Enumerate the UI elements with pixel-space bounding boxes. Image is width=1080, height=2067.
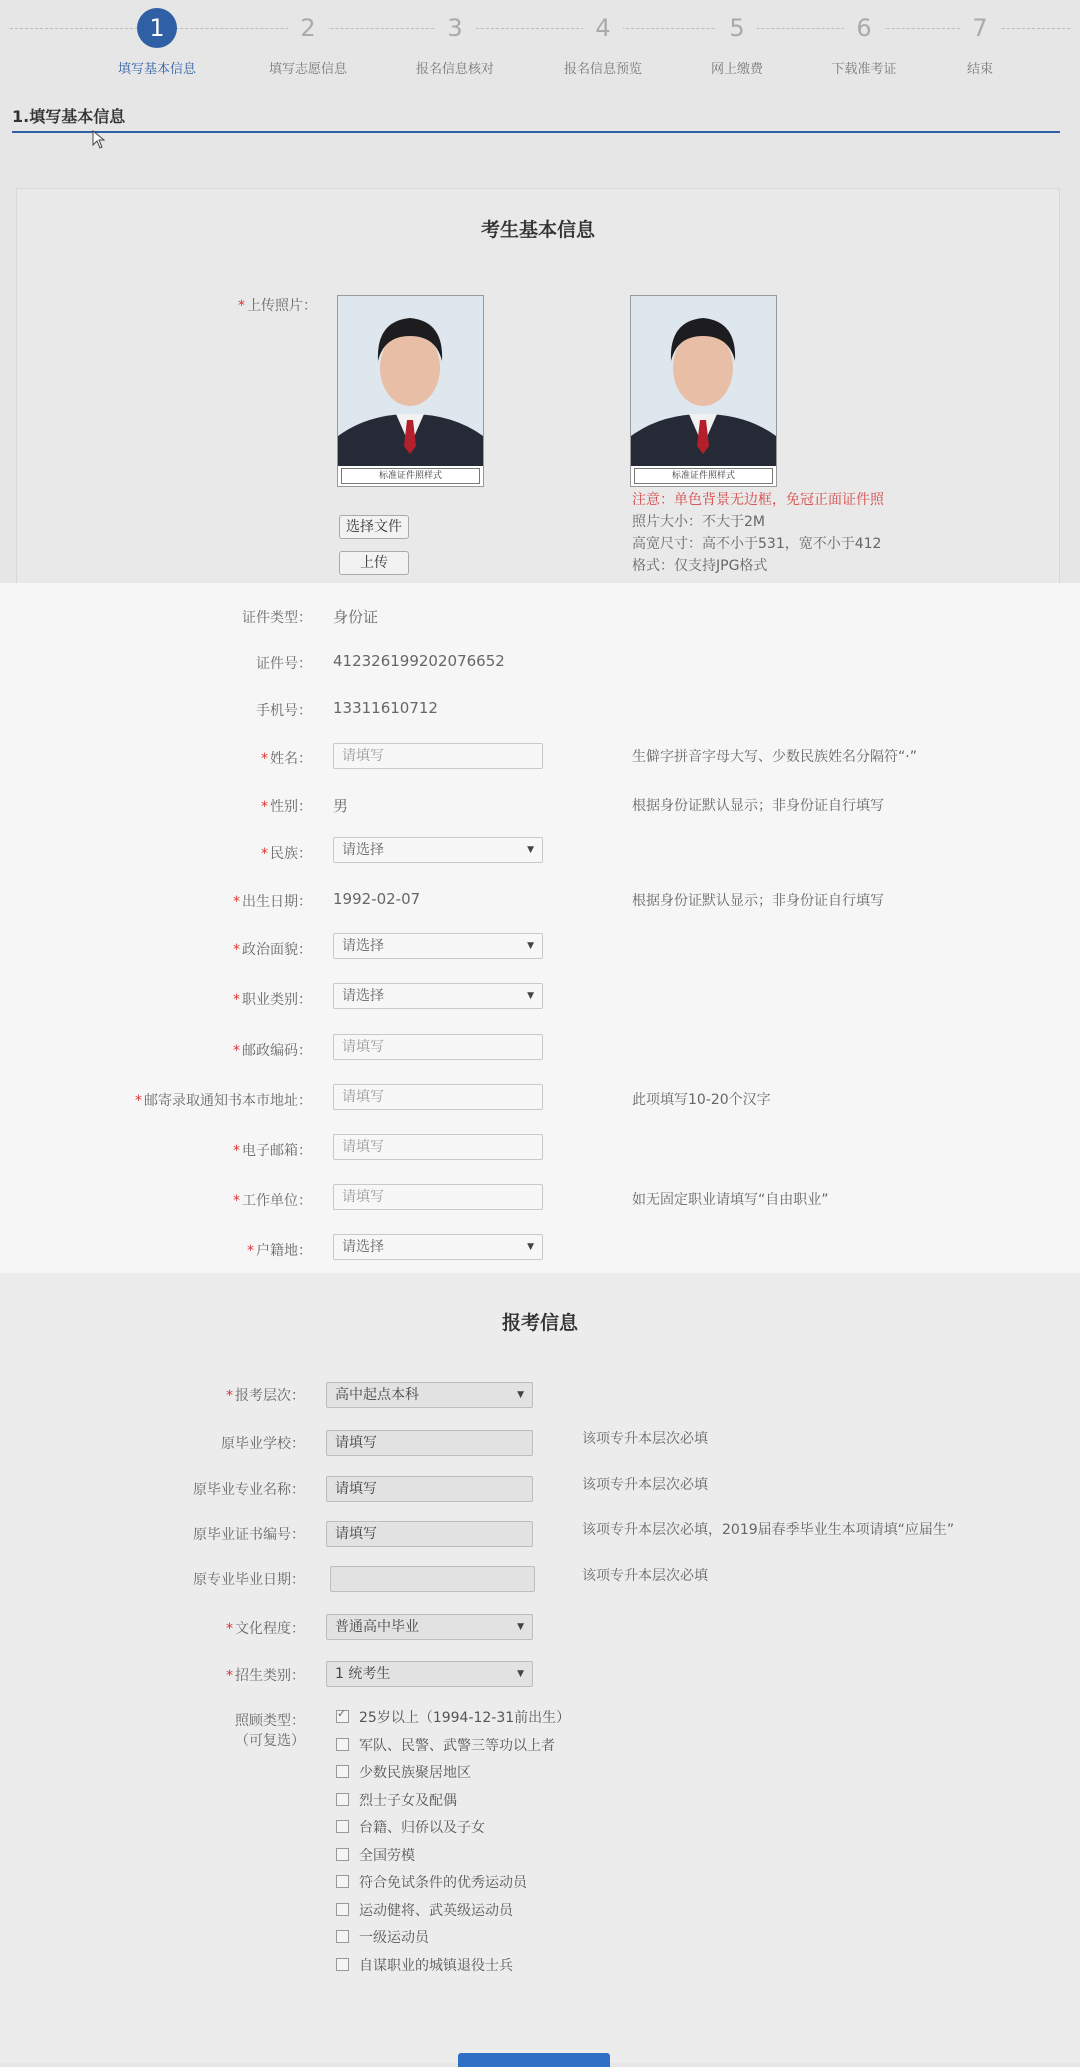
bonus-type-sublabel: （可复选） (235, 1733, 305, 1749)
cert-number-input[interactable]: 请填写 (326, 1521, 533, 1547)
dropdown-arrow-icon: ▼ (517, 1390, 524, 1400)
dropdown-arrow-icon: ▼ (527, 991, 534, 1001)
step-label: 填写基本信息 (117, 62, 196, 77)
id-type-label: 证件类型： (242, 610, 312, 626)
cert-number-label: 原毕业证书编号： (193, 1527, 305, 1543)
grad-date-label: 原专业毕业日期： (193, 1572, 305, 1588)
bonus-option-10[interactable]: 自谋职业的城镇退役士兵 (336, 1955, 513, 1975)
prev-school-input[interactable]: 请填写 (326, 1430, 533, 1456)
photo-caption: 标准证件照样式 (341, 468, 480, 484)
person-portrait-icon (631, 296, 776, 466)
cert-number-hint: 该项专升本层次必填，2019届春季毕业生本项请填“应届生” (582, 1522, 955, 1538)
panel-title-basic: 考生基本信息 (480, 219, 595, 241)
photo-note-dimensions: 高宽尺寸：高不小于531，宽不小于412 (632, 536, 882, 552)
step-label: 填写志愿信息 (268, 62, 347, 77)
choose-file-button[interactable]: 选择文件 (339, 515, 409, 539)
political-status-select[interactable]: 请选择 ▼ (333, 933, 543, 959)
bonus-option-1[interactable]: ✓25岁以上（1994-12-31前出生） (336, 1707, 570, 1727)
education-label: * 文化程度： (226, 1621, 305, 1637)
application-info-panel (0, 1273, 1080, 2063)
step-7 (905, 8, 1055, 77)
step-number: 2 (288, 8, 328, 48)
prev-school-hint: 该项专升本层次必填 (582, 1431, 708, 1447)
photo-note-size: 照片大小：不大于2M (632, 514, 765, 530)
name-input[interactable]: 请填写 (333, 743, 543, 769)
step-number: 5 (717, 8, 757, 48)
step-number: 6 (844, 8, 884, 48)
bonus-type-label: 照顾类型： (235, 1713, 305, 1729)
step-label: 网上缴费 (710, 62, 763, 77)
political-status-label: * 政治面貌： (233, 942, 312, 958)
checkbox-icon[interactable] (336, 1765, 349, 1778)
checkbox-icon[interactable] (336, 1875, 349, 1888)
bonus-option-3[interactable]: 少数民族聚居地区 (336, 1762, 471, 1782)
next-step-button[interactable] (458, 2053, 610, 2067)
enrollment-category-select[interactable]: 1 统考生 ▼ (326, 1661, 533, 1687)
photo-upload-label: * 上传照片： (238, 298, 317, 314)
gender-value: 男 (333, 797, 349, 815)
panel-title-apply: 报考信息 (501, 1312, 578, 1334)
name-label: * 姓名： (261, 751, 312, 767)
birth-date-label: * 出生日期： (233, 894, 312, 910)
checkbox-icon[interactable] (336, 1958, 349, 1971)
education-select[interactable]: 普通高中毕业 ▼ (326, 1614, 533, 1640)
grad-date-input[interactable] (330, 1566, 535, 1592)
phone-label: 手机号： (256, 703, 312, 719)
name-hint: 生僻字拼音字母大写、少数民族姓名分隔符“·” (632, 749, 917, 765)
birth-date-hint: 根据身份证默认显示；非身份证自行填写 (632, 893, 884, 909)
prev-major-hint: 该项专升本层次必填 (582, 1477, 708, 1493)
bonus-option-4[interactable]: 烈士子女及配偶 (336, 1790, 457, 1810)
employer-label: * 工作单位： (233, 1193, 312, 1209)
ethnicity-select[interactable]: 请选择 ▼ (333, 837, 543, 863)
id-type-value: 身份证 (333, 608, 379, 626)
step-label: 报名信息核对 (415, 62, 494, 77)
prev-major-label: 原毕业专业名称： (193, 1482, 305, 1498)
mail-address-hint: 此项填写10-20个汉字 (632, 1092, 771, 1108)
email-label: * 电子邮箱： (233, 1143, 312, 1159)
bonus-option-7[interactable]: 符合免试条件的优秀运动员 (336, 1872, 527, 1892)
step-number: 4 (583, 8, 623, 48)
employer-input[interactable]: 请填写 (333, 1184, 543, 1210)
mail-address-input[interactable]: 请填写 (333, 1084, 543, 1110)
bonus-option-8[interactable]: 运动健将、武英级运动员 (336, 1900, 513, 1920)
id-number-value: 412326199202076652 (333, 652, 505, 670)
step-1 (82, 8, 232, 77)
step-number: 1 (137, 8, 177, 48)
mail-address-label: * 邮寄录取通知书本市地址： (135, 1093, 312, 1109)
bonus-option-6[interactable]: 全国劳模 (336, 1845, 415, 1865)
grad-date-hint: 该项专升本层次必填 (582, 1568, 708, 1584)
prev-school-label: 原毕业学校： (221, 1436, 305, 1452)
dropdown-arrow-icon: ▼ (527, 1242, 534, 1252)
step-2 (233, 8, 383, 77)
enrollment-category-label: * 招生类别： (226, 1668, 305, 1684)
bonus-option-2[interactable]: 军队、民警、武警三等功以上者 (336, 1735, 555, 1755)
step-4 (528, 8, 678, 77)
occupation-select[interactable]: 请选择 ▼ (333, 983, 543, 1009)
email-input[interactable]: 请填写 (333, 1134, 543, 1160)
dropdown-arrow-icon: ▼ (527, 941, 534, 951)
heading-divider (12, 131, 1060, 133)
postcode-label: * 邮政编码： (233, 1043, 312, 1059)
hukou-select[interactable]: 请选择 ▼ (333, 1234, 543, 1260)
prev-major-input[interactable]: 请填写 (326, 1476, 533, 1502)
mouse-cursor-icon (92, 130, 108, 150)
checkbox-icon[interactable] (336, 1738, 349, 1751)
step-3 (380, 8, 530, 77)
dropdown-arrow-icon: ▼ (517, 1669, 524, 1679)
apply-level-label: * 报考层次： (226, 1388, 305, 1404)
step-number: 3 (435, 8, 475, 48)
postcode-input[interactable]: 请填写 (333, 1034, 543, 1060)
hukou-label: * 户籍地： (247, 1243, 312, 1259)
section-heading: 1.填写基本信息 (12, 107, 126, 126)
person-portrait-icon (338, 296, 483, 466)
checkbox-checked-icon[interactable] (336, 1710, 349, 1723)
photo-caption: 标准证件照样式 (634, 468, 773, 484)
checkbox-icon[interactable] (336, 1848, 349, 1861)
checkbox-icon[interactable] (336, 1820, 349, 1833)
progress-stepper (0, 0, 1080, 80)
employer-hint: 如无固定职业请填写“自由职业” (632, 1192, 829, 1208)
ethnicity-label: * 民族： (261, 846, 312, 862)
birth-date-value: 1992-02-07 (333, 890, 421, 908)
gender-label: * 性别： (261, 799, 312, 815)
dropdown-arrow-icon: ▼ (517, 1622, 524, 1632)
basic-info-fields-panel (0, 583, 1080, 1273)
step-label: 报名信息预览 (563, 62, 642, 77)
sample-photo-left (337, 295, 484, 487)
id-number-label: 证件号： (256, 656, 312, 672)
gender-hint: 根据身份证默认显示；非身份证自行填写 (632, 798, 884, 814)
step-number: 7 (960, 8, 1000, 48)
checkbox-icon[interactable] (336, 1930, 349, 1943)
step-label: 结束 (966, 62, 993, 77)
sample-photo-right (630, 295, 777, 487)
bonus-option-5[interactable]: 台籍、归侨以及子女 (336, 1817, 485, 1837)
step-label: 下载准考证 (831, 62, 897, 77)
dropdown-arrow-icon: ▼ (527, 845, 534, 855)
upload-button[interactable]: 上传 (339, 551, 409, 575)
photo-note-format: 格式：仅支持JPG格式 (632, 558, 768, 574)
checkbox-icon[interactable] (336, 1793, 349, 1806)
bonus-option-9[interactable]: 一级运动员 (336, 1927, 429, 1947)
phone-value: 13311610712 (333, 699, 438, 717)
occupation-label: * 职业类别： (233, 992, 312, 1008)
checkbox-icon[interactable] (336, 1903, 349, 1916)
photo-note-warning: 注意：单色背景无边框，免冠正面证件照 (632, 492, 884, 508)
basic-info-photo-panel (16, 188, 1060, 585)
apply-level-select[interactable]: 高中起点本科 ▼ (326, 1382, 533, 1408)
